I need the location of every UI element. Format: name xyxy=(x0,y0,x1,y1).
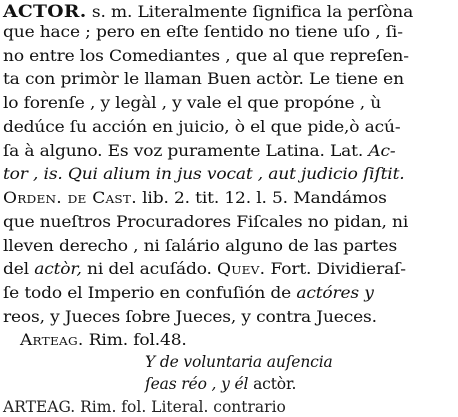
entry-line xyxy=(3,236,397,256)
italic-text: Ac- xyxy=(368,142,396,160)
entry-line xyxy=(3,259,406,279)
text-run: dedúce ſu acción en juicio, ò el que pide,ò acú- xyxy=(3,118,401,136)
citation-text: Orden. de Cast. xyxy=(3,189,137,207)
entry-line xyxy=(3,22,403,42)
headword: ACTOR. xyxy=(3,2,87,22)
entry-line xyxy=(3,188,387,208)
text-run: que nueſtros Procuradores Fiſcales no pidan, ni xyxy=(3,213,409,231)
italic-text: actòr, xyxy=(34,260,82,278)
citation-text: Quev. xyxy=(217,260,266,278)
text-run: ſa à alguno. Es voz puramente Latina. Lat. xyxy=(3,142,369,160)
text-run: lleven derecho , ni ſalário alguno de las partes xyxy=(3,237,398,255)
text-run: que hace ; pero en eſte ſentido no tiene uſo , ſi- xyxy=(3,23,403,41)
text-run: no entre los Comediantes , que al que repreſen- xyxy=(3,47,409,65)
text-run: Fort. Dividieraſ- xyxy=(265,260,406,278)
italic-text: Y de voluntaria auſencia xyxy=(145,353,333,371)
entry-line xyxy=(3,164,405,184)
text-run: ta con primòr le llaman Buen actòr. Le tiene en xyxy=(3,70,404,88)
entry-line xyxy=(3,141,396,161)
text-run: s. m. Literalmente ſignifica la perſòna xyxy=(91,3,414,21)
text-run: lib. 2. tit. 12. l. 5. Mandámos xyxy=(136,189,387,207)
cut-off-line: ARTEAG. Rim. fol. Literal. contrario xyxy=(3,398,286,416)
text-run: del xyxy=(3,260,35,278)
entry-line xyxy=(3,93,381,113)
headword-line xyxy=(3,2,413,22)
entry-line xyxy=(3,212,408,232)
text-run: Rim. fol.48. xyxy=(83,331,187,349)
text-run: actòr. xyxy=(253,375,297,393)
entry-line xyxy=(3,307,377,327)
text-run: ni del acuſádo. xyxy=(81,260,218,278)
text-run: reos, y Jueces ſobre Jueces, y contra Jueces. xyxy=(3,308,377,326)
italic-text: ſeas réo , y él xyxy=(145,375,254,393)
text-run: lo forenſe , y legàl , y vale el que propóne , ù xyxy=(3,94,382,112)
entry-line xyxy=(20,330,187,350)
italic-text: actóres y xyxy=(296,284,374,302)
entry-line xyxy=(3,46,409,66)
italic-text: tor , is. Qui alium in jus vocat , aut judicio ſiſtit. xyxy=(3,165,405,183)
next-entry-cut-off xyxy=(0,395,458,415)
citation-text: Arteag. xyxy=(20,331,84,349)
text-run: ſe todo el Imperio en confuſión de xyxy=(3,284,297,302)
verse-line xyxy=(145,374,296,394)
entry-line xyxy=(3,117,400,137)
verse-line xyxy=(145,352,333,372)
entry-line xyxy=(3,69,404,89)
entry-line xyxy=(3,283,374,303)
definition-text xyxy=(92,3,413,21)
